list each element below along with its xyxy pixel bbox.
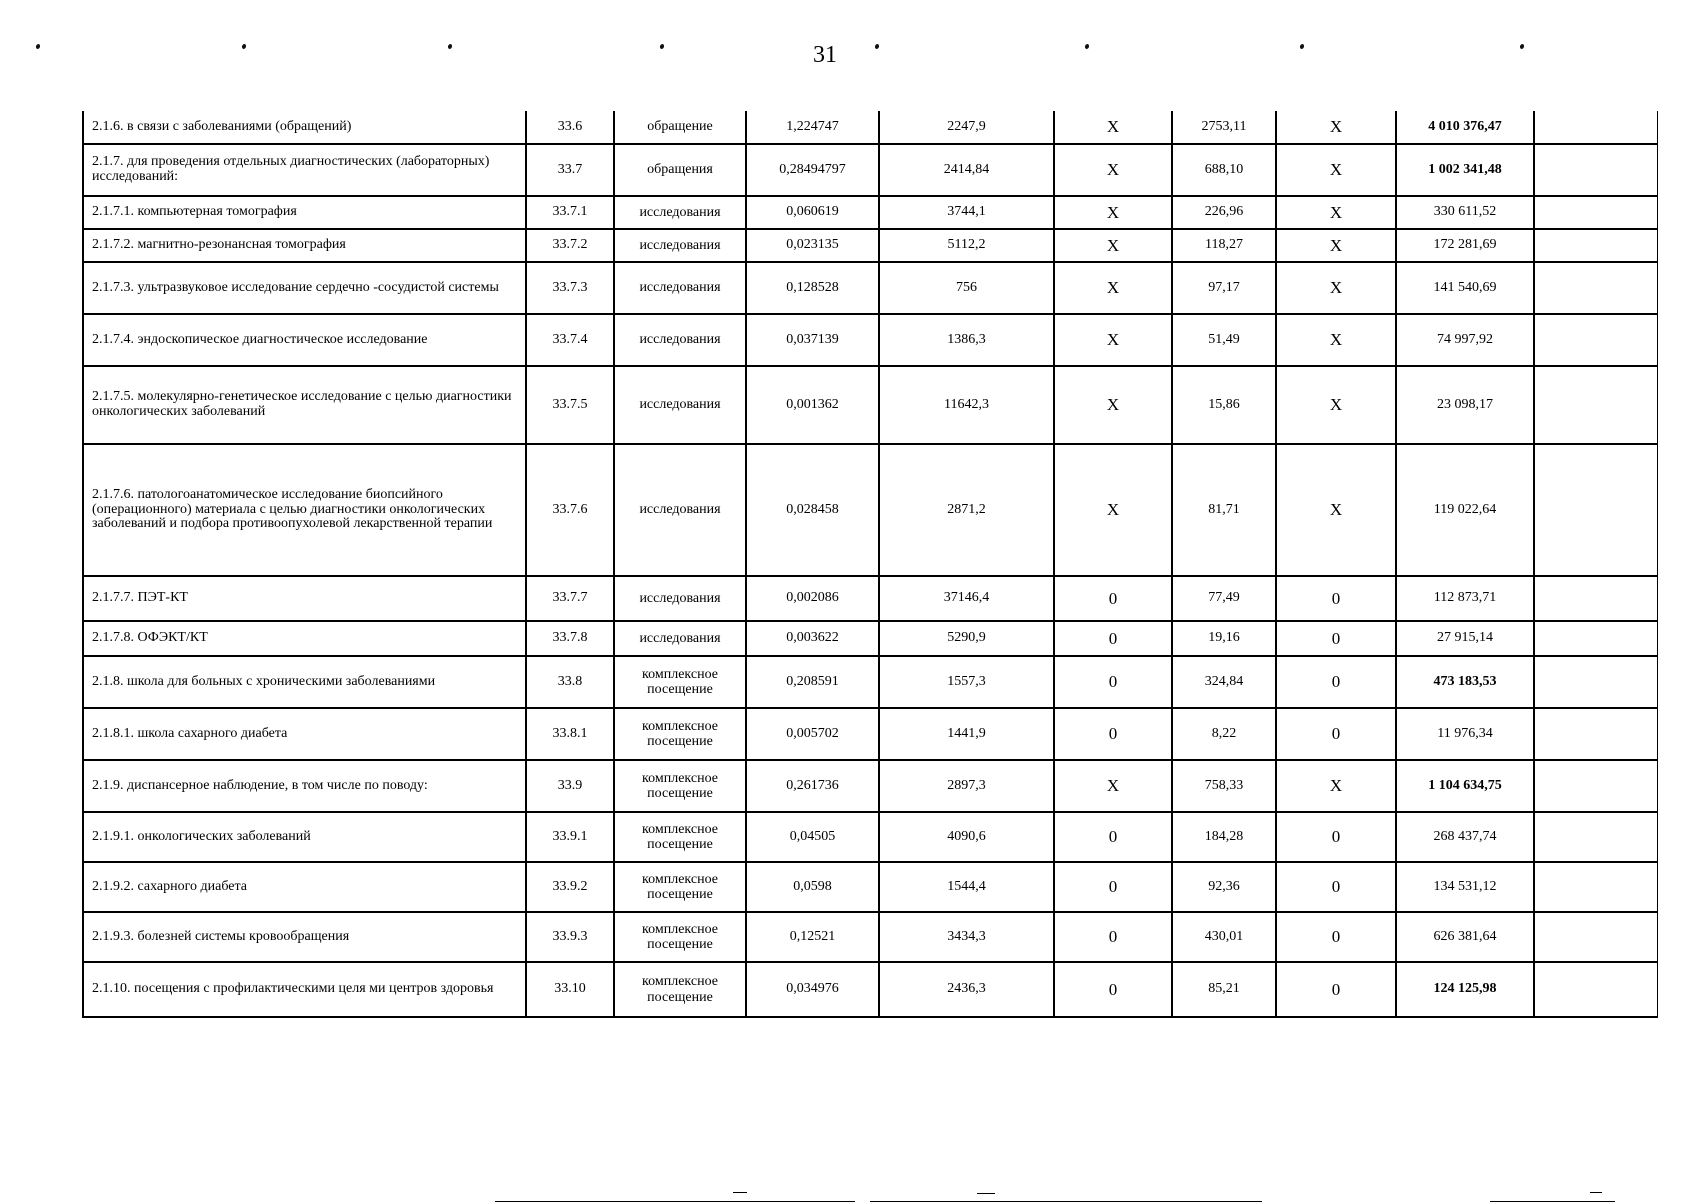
table-row	[83, 144, 1657, 196]
row-cost: 37146,4	[879, 576, 1054, 621]
row-total: 1 104 634,75	[1396, 760, 1534, 812]
row-empty-cell	[1534, 962, 1657, 1017]
row-col6: Х	[1054, 229, 1172, 262]
row-cost: 11642,3	[879, 366, 1054, 444]
row-norm: 8,22	[1172, 708, 1276, 760]
row-col8: Х	[1276, 760, 1396, 812]
row-cost: 1441,9	[879, 708, 1054, 760]
row-norm: 19,16	[1172, 621, 1276, 656]
row-cost: 4090,6	[879, 812, 1054, 862]
row-norm: 324,84	[1172, 656, 1276, 708]
row-volume: 0,023135	[746, 229, 879, 262]
table-row	[83, 314, 1657, 366]
row-col8: Х	[1276, 196, 1396, 229]
row-total: 141 540,69	[1396, 262, 1534, 314]
row-unit: исследования	[614, 576, 746, 621]
row-empty-cell	[1534, 314, 1657, 366]
row-col6: Х	[1054, 144, 1172, 196]
row-empty-cell	[1534, 621, 1657, 656]
row-total: 74 997,92	[1396, 314, 1534, 366]
row-empty-cell	[1534, 262, 1657, 314]
row-volume: 0,002086	[746, 576, 879, 621]
row-unit: исследования	[614, 444, 746, 576]
row-empty-cell	[1534, 576, 1657, 621]
row-norm: 85,21	[1172, 962, 1276, 1017]
row-total: 134 531,12	[1396, 862, 1534, 912]
row-col6: 0	[1054, 912, 1172, 962]
row-col8: 0	[1276, 812, 1396, 862]
table-row	[83, 444, 1657, 576]
row-norm: 77,49	[1172, 576, 1276, 621]
row-unit: комплексное посещение	[614, 912, 746, 962]
row-code: 33.7.5	[526, 366, 614, 444]
row-cost: 2871,2	[879, 444, 1054, 576]
data-table	[82, 111, 1658, 1018]
row-col8: 0	[1276, 708, 1396, 760]
row-empty-cell	[1534, 912, 1657, 962]
row-unit: исследования	[614, 366, 746, 444]
row-code: 33.9.3	[526, 912, 614, 962]
row-name: 2.1.9.2. сахарного диабета	[83, 862, 526, 912]
table-row	[83, 262, 1657, 314]
row-empty-cell	[1534, 111, 1657, 144]
table-row	[83, 366, 1657, 444]
row-cost: 3434,3	[879, 912, 1054, 962]
row-norm: 226,96	[1172, 196, 1276, 229]
row-code: 33.8.1	[526, 708, 614, 760]
row-empty-cell	[1534, 656, 1657, 708]
signature-dash	[977, 1193, 995, 1194]
row-unit: комплексное посещение	[614, 656, 746, 708]
row-cost: 2247,9	[879, 111, 1054, 144]
table-row	[83, 912, 1657, 962]
row-volume: 0,28494797	[746, 144, 879, 196]
row-volume: 0,04505	[746, 812, 879, 862]
row-cost: 1544,4	[879, 862, 1054, 912]
signature-dash	[1590, 1192, 1602, 1193]
row-unit: исследования	[614, 621, 746, 656]
row-code: 33.7.4	[526, 314, 614, 366]
row-unit: исследования	[614, 196, 746, 229]
row-code: 33.7.3	[526, 262, 614, 314]
row-col8: 0	[1276, 962, 1396, 1017]
row-volume: 0,128528	[746, 262, 879, 314]
row-unit: исследования	[614, 314, 746, 366]
row-cost: 2414,84	[879, 144, 1054, 196]
row-name: 2.1.9. диспансерное наблюдение, в том числе по поводу:	[83, 760, 526, 812]
row-empty-cell	[1534, 196, 1657, 229]
row-total: 268 437,74	[1396, 812, 1534, 862]
table-row	[83, 656, 1657, 708]
row-total: 23 098,17	[1396, 366, 1534, 444]
row-empty-cell	[1534, 366, 1657, 444]
row-volume: 0,0598	[746, 862, 879, 912]
row-cost: 756	[879, 262, 1054, 314]
row-total: 172 281,69	[1396, 229, 1534, 262]
row-cost: 3744,1	[879, 196, 1054, 229]
row-col6: Х	[1054, 262, 1172, 314]
row-col8: Х	[1276, 262, 1396, 314]
row-name: 2.1.7.1. компьютерная томография	[83, 196, 526, 229]
row-name: 2.1.7.2. магнитно-резонансная томография	[83, 229, 526, 262]
table-row	[83, 621, 1657, 656]
row-unit: комплексное посещение	[614, 760, 746, 812]
row-col6: 0	[1054, 576, 1172, 621]
table-row	[83, 708, 1657, 760]
row-volume: 0,12521	[746, 912, 879, 962]
row-empty-cell	[1534, 812, 1657, 862]
row-col6: 0	[1054, 656, 1172, 708]
row-total: 124 125,98	[1396, 962, 1534, 1017]
table-row	[83, 812, 1657, 862]
row-col8: Х	[1276, 144, 1396, 196]
row-col8: 0	[1276, 912, 1396, 962]
row-total: 119 022,64	[1396, 444, 1534, 576]
row-unit: комплексное посещение	[614, 862, 746, 912]
row-col8: Х	[1276, 366, 1396, 444]
row-col6: Х	[1054, 760, 1172, 812]
row-col8: 0	[1276, 862, 1396, 912]
row-unit: обращения	[614, 144, 746, 196]
row-name: 2.1.7.5. молекулярно-генетическое исследование с целью диагностики онкологических заболеваний	[83, 366, 526, 444]
row-total: 1 002 341,48	[1396, 144, 1534, 196]
row-norm: 118,27	[1172, 229, 1276, 262]
row-empty-cell	[1534, 144, 1657, 196]
row-cost: 1386,3	[879, 314, 1054, 366]
row-name: 2.1.9.3. болезней системы кровообращения	[83, 912, 526, 962]
row-volume: 0,003622	[746, 621, 879, 656]
row-name: 2.1.8.1. школа сахарного диабета	[83, 708, 526, 760]
row-volume: 0,001362	[746, 366, 879, 444]
row-name: 2.1.6. в связи с заболеваниями (обращений)	[83, 111, 526, 144]
row-empty-cell	[1534, 862, 1657, 912]
row-total: 473 183,53	[1396, 656, 1534, 708]
row-empty-cell	[1534, 708, 1657, 760]
row-name: 2.1.8. школа для больных с хроническими заболеваниями	[83, 656, 526, 708]
table-row	[83, 111, 1657, 144]
row-col8: Х	[1276, 111, 1396, 144]
row-unit: комплексное посещение	[614, 962, 746, 1017]
row-volume: 0,060619	[746, 196, 879, 229]
row-col8: Х	[1276, 229, 1396, 262]
row-code: 33.9.2	[526, 862, 614, 912]
row-total: 112 873,71	[1396, 576, 1534, 621]
row-total: 4 010 376,47	[1396, 111, 1534, 144]
row-norm: 430,01	[1172, 912, 1276, 962]
row-volume: 1,224747	[746, 111, 879, 144]
row-code: 33.10	[526, 962, 614, 1017]
table-row	[83, 862, 1657, 912]
row-cost: 5112,2	[879, 229, 1054, 262]
row-total: 330 611,52	[1396, 196, 1534, 229]
row-cost: 2436,3	[879, 962, 1054, 1017]
row-norm: 758,33	[1172, 760, 1276, 812]
row-code: 33.7	[526, 144, 614, 196]
row-unit: комплексное посещение	[614, 708, 746, 760]
row-col6: 0	[1054, 621, 1172, 656]
row-cost: 2897,3	[879, 760, 1054, 812]
row-name: 2.1.7.6. патологоанатомическое исследование биопсийного (операционного) материала с целью диагностики онкологических заболеваний и подбора противоопухолевой лекарственной терапии	[83, 444, 526, 576]
row-unit: исследования	[614, 229, 746, 262]
row-code: 33.7.1	[526, 196, 614, 229]
row-volume: 0,034976	[746, 962, 879, 1017]
row-code: 33.6	[526, 111, 614, 144]
row-col8: 0	[1276, 576, 1396, 621]
row-code: 33.7.6	[526, 444, 614, 576]
row-norm: 81,71	[1172, 444, 1276, 576]
row-col6: Х	[1054, 444, 1172, 576]
row-code: 33.7.7	[526, 576, 614, 621]
row-name: 2.1.7.4. эндоскопическое диагностическое исследование	[83, 314, 526, 366]
row-total: 27 915,14	[1396, 621, 1534, 656]
row-name: 2.1.7. для проведения отдельных диагностических (лабораторных) исследований:	[83, 144, 526, 196]
row-norm: 2753,11	[1172, 111, 1276, 144]
row-empty-cell	[1534, 760, 1657, 812]
row-code: 33.7.8	[526, 621, 614, 656]
row-col6: 0	[1054, 962, 1172, 1017]
row-name: 2.1.7.7. ПЭТ-КТ	[83, 576, 526, 621]
row-norm: 92,36	[1172, 862, 1276, 912]
row-unit: исследования	[614, 262, 746, 314]
row-col8: 0	[1276, 621, 1396, 656]
row-empty-cell	[1534, 444, 1657, 576]
row-col6: Х	[1054, 366, 1172, 444]
row-cost: 5290,9	[879, 621, 1054, 656]
row-code: 33.9	[526, 760, 614, 812]
row-col6: Х	[1054, 314, 1172, 366]
row-norm: 51,49	[1172, 314, 1276, 366]
row-name: 2.1.9.1. онкологических заболеваний	[83, 812, 526, 862]
row-volume: 0,037139	[746, 314, 879, 366]
row-code: 33.8	[526, 656, 614, 708]
row-unit: комплексное посещение	[614, 812, 746, 862]
row-empty-cell	[1534, 229, 1657, 262]
row-col6: Х	[1054, 196, 1172, 229]
row-volume: 0,005702	[746, 708, 879, 760]
row-volume: 0,208591	[746, 656, 879, 708]
row-norm: 15,86	[1172, 366, 1276, 444]
row-total: 11 976,34	[1396, 708, 1534, 760]
row-volume: 0,028458	[746, 444, 879, 576]
row-cost: 1557,3	[879, 656, 1054, 708]
row-total: 626 381,64	[1396, 912, 1534, 962]
page-number: 31	[813, 42, 837, 68]
table-row	[83, 229, 1657, 262]
row-norm: 688,10	[1172, 144, 1276, 196]
table-row	[83, 962, 1657, 1017]
row-col6: 0	[1054, 862, 1172, 912]
row-code: 33.7.2	[526, 229, 614, 262]
row-unit: обращение	[614, 111, 746, 144]
row-col6: 0	[1054, 812, 1172, 862]
row-col6: Х	[1054, 111, 1172, 144]
row-code: 33.9.1	[526, 812, 614, 862]
table-row	[83, 196, 1657, 229]
row-norm: 97,17	[1172, 262, 1276, 314]
row-volume: 0,261736	[746, 760, 879, 812]
row-name: 2.1.7.8. ОФЭКТ/КТ	[83, 621, 526, 656]
row-col8: 0	[1276, 656, 1396, 708]
row-col6: 0	[1054, 708, 1172, 760]
table-row	[83, 760, 1657, 812]
row-name: 2.1.7.3. ультразвуковое исследование сердечно -сосудистой системы	[83, 262, 526, 314]
row-col8: Х	[1276, 444, 1396, 576]
signature-dash	[733, 1192, 747, 1193]
row-col8: Х	[1276, 314, 1396, 366]
row-norm: 184,28	[1172, 812, 1276, 862]
row-name: 2.1.10. посещения с профилактическими целя ми центров здоровья	[83, 962, 526, 1017]
table-row	[83, 576, 1657, 621]
